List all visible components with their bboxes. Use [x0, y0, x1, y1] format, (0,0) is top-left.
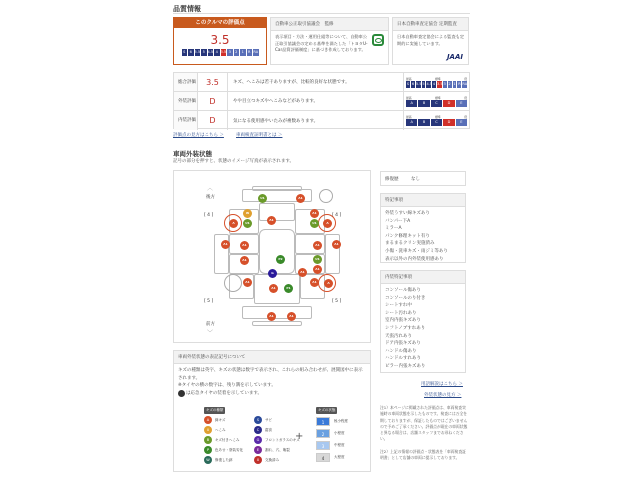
damage-type-label: キズ付きへこみ	[215, 437, 240, 442]
car-diagram	[173, 170, 371, 343]
rating-scale	[406, 81, 467, 88]
damage-marker[interactable]: A	[323, 219, 332, 228]
damage-level-label: 小程度	[334, 431, 345, 435]
note-item: コンソールのり付き	[385, 295, 426, 301]
damage-marker[interactable]: G	[268, 269, 277, 278]
scale-cell: 3	[443, 81, 446, 86]
damage-type-icon: A	[204, 416, 212, 424]
special-notes	[380, 193, 466, 263]
section-title: 品質情報	[173, 5, 201, 13]
score-guide-link[interactable]: 評価点の見方はこちら ＞	[173, 133, 224, 138]
damage-marker[interactable]: A	[324, 279, 333, 288]
damage-type	[204, 445, 243, 455]
damage-level-box: 4	[316, 453, 330, 462]
scale-cell: 3	[228, 50, 231, 54]
score-card-header: このクルマの評価点	[174, 18, 266, 28]
scale-cell: A	[406, 100, 417, 107]
damage-type-label: 割れ、穴、亀裂	[265, 447, 290, 452]
scale-cell: 4.5	[426, 81, 433, 86]
rating-scale-wrap	[403, 111, 469, 130]
damage-type-icon: B	[204, 436, 212, 444]
rear-label: 後方	[206, 195, 215, 200]
damage-marker[interactable]: A1	[267, 312, 276, 321]
scale-cell: D	[443, 100, 454, 107]
damage-type-icon: C	[254, 426, 262, 434]
exterior-subtitle: 記号の部分を押すと、状態のイメージ写真が表示されます。	[173, 159, 295, 164]
scale-cell: 5.5	[194, 50, 201, 54]
scale-high: 最高	[406, 76, 412, 81]
rating-value: D	[198, 92, 228, 110]
repair-label: 修復歴	[385, 176, 399, 182]
plus-icon: +	[295, 431, 304, 442]
damage-marker[interactable]: W	[243, 209, 252, 218]
damage-marker[interactable]: A1	[240, 256, 249, 265]
damage-marker[interactable]: A1	[221, 240, 230, 249]
spare-tire-mark-icon	[178, 390, 185, 397]
scale-low: 低	[464, 115, 467, 119]
front-label: 前方	[206, 322, 215, 327]
cert-link[interactable]: 車両検査証明書とは ＞	[236, 133, 283, 138]
scale-cell: B	[418, 100, 429, 107]
score-scale	[174, 49, 266, 56]
damage-marker[interactable]: A1	[310, 209, 319, 218]
rating-value: 3.5	[198, 73, 228, 91]
rating-row	[174, 92, 469, 111]
scale-cell: 3.5	[220, 50, 227, 54]
jaai-logo: JAAI	[446, 53, 463, 61]
damage-type	[204, 455, 243, 465]
ratings-table	[173, 72, 470, 129]
scale-low: 低	[464, 76, 467, 81]
damage-type-icon: G	[254, 436, 262, 444]
damage-level	[316, 440, 348, 451]
jaai-card	[392, 17, 469, 65]
damage-level	[316, 428, 348, 439]
damage-type	[254, 455, 300, 465]
tire-label-fl: [ 5 ]	[204, 299, 214, 304]
damage-marker[interactable]: A1	[296, 194, 305, 203]
scale-cell: 2	[235, 50, 238, 54]
damage-marker[interactable]: A1	[313, 265, 322, 274]
damage-level-box: 2	[316, 429, 330, 438]
damage-level-box: 1	[316, 417, 330, 426]
damage-type	[204, 425, 243, 435]
scale-cell: R	[248, 50, 251, 54]
score-value: 3.5	[210, 33, 230, 47]
damage-marker[interactable]: U1	[243, 219, 252, 228]
footnote-2: 注2）上記の情報の評価点・状態表を「車両検査証明書」として店舗の車両に提示しております。	[380, 449, 466, 461]
damage-type	[204, 435, 243, 445]
scale-std: 標準	[435, 115, 441, 119]
damage-level-label: 大程度	[334, 455, 345, 459]
damage-marker[interactable]: A	[229, 219, 238, 228]
damage-marker[interactable]: A1	[310, 278, 319, 287]
scale-cell: C	[431, 100, 442, 107]
damage-type-icon: P	[204, 446, 212, 454]
scale-cell: 3.5	[437, 81, 443, 86]
scale-low: 低	[464, 95, 467, 100]
repair-value: なし	[411, 176, 420, 182]
jaai-card-body: 日本自動車査定協会による監査も定期的に実施しています。	[397, 34, 465, 46]
damage-marker[interactable]: A1	[332, 240, 341, 249]
rating-row	[174, 73, 469, 92]
damage-type-icon: E	[254, 446, 262, 454]
scale-cell: 6	[411, 81, 415, 86]
damage-marker[interactable]: U1	[310, 219, 319, 228]
scale-cell: RA	[462, 81, 468, 86]
damage-marker[interactable]: A1	[287, 312, 296, 321]
tire-label-fr: [ 5 ]	[332, 299, 342, 304]
damage-type-label: へこみ	[215, 427, 226, 432]
note-item: ピラー内張キズあり	[385, 363, 426, 369]
damage-level-label: 中程度	[334, 443, 345, 447]
damage-type-icon: W	[204, 456, 212, 464]
assoc-card-body: 表示項目・方法・運用仕組等について、自動車公正取引協議会の定める基準を満たした「トヨタU-Car品質評価制度」に基づき作成しております。	[275, 34, 368, 52]
note-item: パンク修理キット有り	[385, 233, 430, 239]
note-item: シートすれ中	[385, 303, 412, 309]
damage-type-label: サビ	[265, 417, 272, 422]
scale-cell: 6	[189, 50, 192, 54]
scale-high: 最高	[406, 115, 412, 119]
front-grille-outline	[252, 321, 302, 326]
damage-marker[interactable]: A1	[298, 268, 307, 277]
damage-type-label: 修復した跡	[215, 457, 233, 462]
spare-tire-icon	[319, 189, 333, 203]
scale-std: 標準	[435, 76, 441, 81]
scale-cell: C	[431, 119, 442, 126]
scale-cell: B	[418, 119, 429, 126]
scale-cell: R	[458, 81, 461, 86]
front-bumper-outline	[242, 306, 312, 319]
scale-cell: A	[406, 119, 417, 126]
rating-label: 内装評価	[174, 111, 198, 130]
type-title: キズの種類	[206, 408, 224, 412]
scale-cell: 4.5	[207, 50, 214, 54]
jaai-card-header: 日本自動車査定協会 定期監査	[393, 18, 468, 31]
score-card	[173, 17, 267, 65]
rating-value: D	[198, 111, 228, 130]
scale-cell: E	[456, 100, 467, 107]
damage-level-box: 3	[316, 441, 330, 450]
special-notes-header: 特記事項	[381, 194, 465, 207]
scale-cell: 1	[241, 50, 244, 54]
rating-label: 総合評価	[174, 73, 198, 91]
damage-marker[interactable]: P2	[276, 255, 285, 264]
chevron-up-icon[interactable]: ︿	[207, 185, 214, 192]
tire-label-rr: [ 4 ]	[332, 213, 342, 218]
interior-notes	[380, 270, 466, 373]
scale-cell: 5	[422, 81, 425, 86]
exterior-guide-link[interactable]: 外装状態の見方 ＞	[424, 393, 462, 398]
scale-cell: S	[406, 81, 410, 86]
scale-cell: 1	[453, 81, 456, 86]
interior-notes-header: 内装特記事項	[381, 271, 465, 284]
damage-type-icon: S	[254, 416, 262, 424]
note-item: シフトノブすれあり	[385, 325, 426, 331]
note-item: ドア内張キズあり	[385, 341, 421, 347]
scale-cell: E	[456, 119, 467, 126]
rating-scale-wrap	[403, 73, 469, 91]
note-item: 外装うすい線キズあり	[385, 211, 430, 216]
rating-scale	[406, 119, 467, 126]
scale-cell: S	[183, 50, 186, 54]
damage-type-label: 交換済み	[265, 457, 279, 462]
damage-level	[316, 416, 348, 427]
rating-row	[174, 111, 469, 130]
damage-type	[254, 425, 300, 435]
level-title: キズの状態	[318, 408, 336, 412]
note-item: コンソール傷あり	[385, 288, 421, 293]
scale-high: 最高	[406, 95, 412, 100]
rating-desc: やや目立つキズやへこみなどがあります。	[233, 99, 319, 104]
tire-label-rl: [ 4 ]	[204, 213, 214, 218]
scale-cell: D	[443, 119, 454, 126]
exterior-title: 車両外装状態	[173, 150, 212, 158]
note-item: ハンドル傷あり	[385, 348, 417, 354]
damage-type	[254, 435, 300, 445]
legend-header: 車両外装状態の表記記号について	[174, 351, 370, 364]
damage-type	[204, 415, 243, 425]
roof-outline	[259, 229, 295, 274]
note-item: まるまるクリン実施済み	[385, 241, 435, 247]
footnote-1: 注1）本ページに掲載された評価点は、車両検査実施時の車両状態を示したものです。検査には万全を期しておりますが、保証したものではございませんので予めご了承ください。評価点が現在の車両状態と異なる場合は、店舗スタッフまでお尋ねください。	[380, 405, 468, 442]
damage-marker[interactable]: A1	[313, 241, 322, 250]
note-item: ミラーA	[385, 226, 402, 232]
tire-fl-icon	[224, 274, 242, 292]
trunk-outline	[259, 203, 295, 221]
repair-history	[380, 171, 466, 186]
damage-type	[254, 415, 300, 425]
damage-type-label: フロントガラスのキズ	[265, 437, 300, 442]
rating-desc: キズ、へこみは若干ありますが、比較的良好な状態です。	[233, 80, 350, 85]
note-item: バンパー下A	[385, 218, 411, 224]
assoc-card-header: 自動車公正取引協議会 監修	[271, 18, 388, 31]
damage-level-label: 極小程度	[334, 419, 348, 423]
note-item: ハンドルすれあり	[385, 356, 421, 362]
note-item: シート汚れあり	[385, 310, 417, 316]
assoc-card	[270, 17, 389, 65]
scale-cell: 4	[215, 50, 218, 54]
scale-cell: 4	[432, 81, 436, 86]
damage-marker[interactable]: P1	[284, 284, 293, 293]
scale-std: 標準	[435, 95, 441, 100]
scale-cell: 2	[448, 81, 451, 86]
damage-marker[interactable]: A1	[240, 241, 249, 250]
scale-cell: 5.5	[415, 81, 422, 86]
damage-type	[254, 445, 300, 455]
legend-body-3: は応急タイヤの装着を示しています。	[186, 390, 263, 396]
legend-body-2: ※タイヤの横の数字は、残り溝を示しています。	[178, 383, 276, 388]
rating-scale-wrap	[403, 92, 469, 110]
legend-panel	[173, 350, 371, 472]
damage-type-icon: X	[254, 456, 262, 464]
damage-marker[interactable]: U1	[313, 255, 322, 264]
chevron-down-icon[interactable]: ﹀	[207, 330, 214, 337]
damage-marker[interactable]: A1	[243, 278, 252, 287]
fair-trade-logo-icon	[372, 34, 384, 46]
rating-scale	[406, 100, 467, 107]
note-item: 表示以外の内外装使用感あり	[385, 256, 444, 262]
legend-body-1: キズの種類は英字、キズの状態は数字で表示され、これらの組み合わせが、展開図中に表示されます。	[178, 368, 363, 381]
note-item: 室内内張キズあり	[385, 318, 421, 324]
damage-type-label: 色あせ・塗装劣化	[215, 447, 243, 452]
rating-scale	[182, 49, 259, 56]
scale-cell: RA	[253, 50, 259, 54]
damage-type-label: 線キズ	[215, 417, 226, 422]
terms-link[interactable]: 用語解説はこちら ＞	[421, 382, 463, 387]
damage-marker[interactable]: A1	[269, 284, 278, 293]
damage-marker[interactable]: U1	[258, 194, 267, 203]
divider	[173, 13, 470, 14]
scale-cell: 5	[202, 50, 205, 54]
note-item: 小傷・洗車キズ・雨ジミ等あり	[385, 248, 448, 254]
damage-marker[interactable]: A1	[267, 216, 276, 225]
damage-level	[316, 452, 348, 463]
rating-desc: 気になる使用感やいたみが複数あります。	[233, 118, 319, 124]
rating-label: 外装評価	[174, 92, 198, 110]
damage-type-icon: U	[204, 426, 212, 434]
damage-type-label: 腐食	[265, 427, 272, 432]
note-item: 天張汚れあり	[385, 333, 412, 339]
